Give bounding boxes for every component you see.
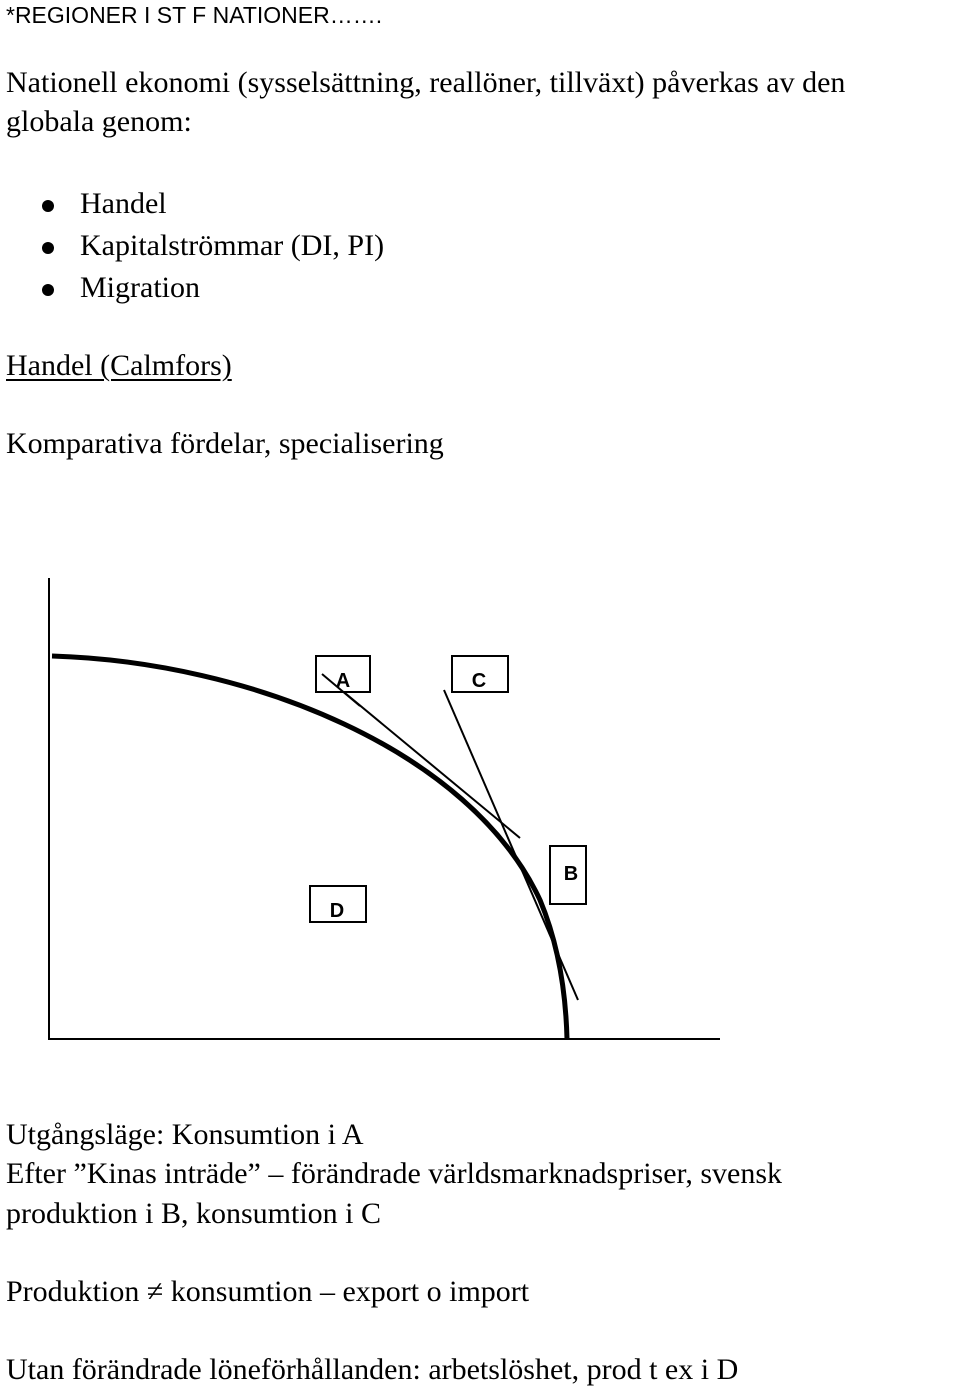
production-possibility-diagram: [0, 570, 960, 1050]
label-box-a: [316, 656, 370, 706]
bullet-label: Handel: [80, 187, 167, 220]
label-box-c: [452, 656, 508, 692]
bullet-item-handel: [40, 183, 384, 225]
bullet-label: Migration: [80, 271, 200, 304]
bullet-label: Kapitalströmmar (DI, PI): [80, 229, 385, 262]
section-subheading: Komparativa fördelar, specialisering: [6, 427, 444, 460]
label-box-d: [310, 886, 366, 922]
label-b: B: [563, 863, 579, 885]
intro-line-1: Nationell ekonomi (sysselsättning, reallöner, tillväxt) påverkas av den: [6, 66, 846, 99]
body-line-1: Utgångsläge: Konsumtion i A: [6, 1118, 364, 1151]
bullet-item-migration: [40, 267, 384, 309]
page-title: *REGIONER I ST F NATIONER…….: [6, 2, 383, 28]
label-a: A: [335, 670, 351, 692]
production-possibility-curve: [52, 656, 567, 1039]
bullet-dot-icon: [42, 200, 54, 212]
section-heading: Handel (Calmfors): [6, 349, 232, 382]
label-d: D: [329, 900, 345, 922]
body-line-4: Produktion ≠ konsumtion – export o import: [6, 1275, 530, 1308]
bullet-item-kapitalstrommar: [40, 225, 384, 267]
intro-line-2: globala genom:: [6, 105, 192, 138]
bullet-dot-icon: [42, 242, 54, 254]
bullet-list: [40, 183, 384, 309]
body-line-5: Utan förändrade löneförhållanden: arbetslöshet, prod t ex i D: [6, 1353, 739, 1386]
body-line-2: Efter ”Kinas inträde” – förändrade världsmarknadspriser, svensk: [6, 1157, 783, 1190]
body-line-3: produktion i B, konsumtion i C: [6, 1197, 382, 1230]
label-c: C: [471, 670, 487, 692]
bullet-dot-icon: [42, 284, 54, 296]
label-box-b: [550, 846, 586, 904]
